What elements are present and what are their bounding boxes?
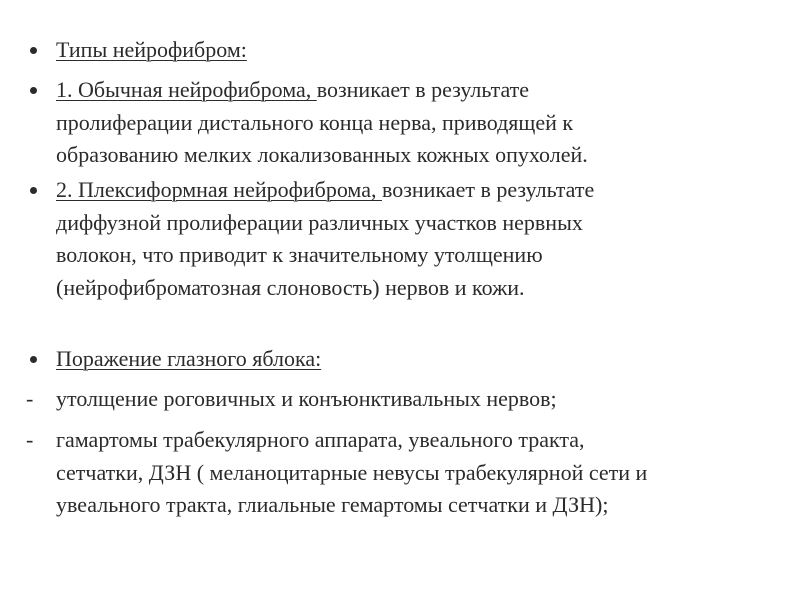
item2-line1 — [56, 174, 786, 207]
item1-underlined: 1. Обычная нейрофиброма, — [56, 77, 317, 102]
dash1-line1: утолщение роговичных и конъюнктивальных нервов; — [56, 386, 557, 411]
bullet-dot — [30, 356, 37, 363]
neurofibroma-common — [56, 74, 786, 172]
bullet-dot — [30, 87, 37, 94]
eye-heading — [56, 343, 786, 376]
bullet-dot — [30, 47, 37, 54]
dash-item-1 — [56, 383, 786, 416]
item2-line3: волокон, что приводит к значительному утолщению — [56, 242, 543, 267]
item2-underlined: 2. Плексиформная нейрофиброма, — [56, 177, 382, 202]
dash2-line3: увеального тракта, глиальные гемартомы сетчатки и ДЗН); — [56, 492, 609, 517]
types-heading — [56, 34, 786, 67]
item1-line1 — [56, 74, 786, 107]
bullet-dot — [30, 187, 37, 194]
dash2-line2: сетчатки, ДЗН ( меланоцитарные невусы трабекулярной сети и — [56, 459, 648, 485]
item1-line1-rest: возникает в результате — [316, 77, 530, 102]
dash-marker: - — [26, 427, 34, 452]
dash-marker: - — [26, 386, 34, 411]
item1-line3: образованию мелких локализованных кожных опухолей. — [56, 142, 588, 167]
item2-line2: диффузной пролиферации различных участков нервных — [56, 209, 583, 235]
dash-item-2 — [56, 424, 786, 522]
neurofibroma-plexiform — [56, 174, 786, 304]
dash2-line1: гамартомы трабекулярного аппарата, увеального тракта, — [56, 427, 585, 452]
item1-line2: пролиферации дистального конца нерва, приводящей к — [56, 109, 574, 135]
item2-line1-rest: возникает в результате — [381, 177, 595, 202]
item2-line4: (нейрофиброматозная слоновость) нервов и кожи. — [56, 274, 525, 300]
types-heading-text: Типы нейрофибром: — [56, 37, 247, 62]
eye-heading-text: Поражение глазного яблока: — [56, 346, 322, 371]
